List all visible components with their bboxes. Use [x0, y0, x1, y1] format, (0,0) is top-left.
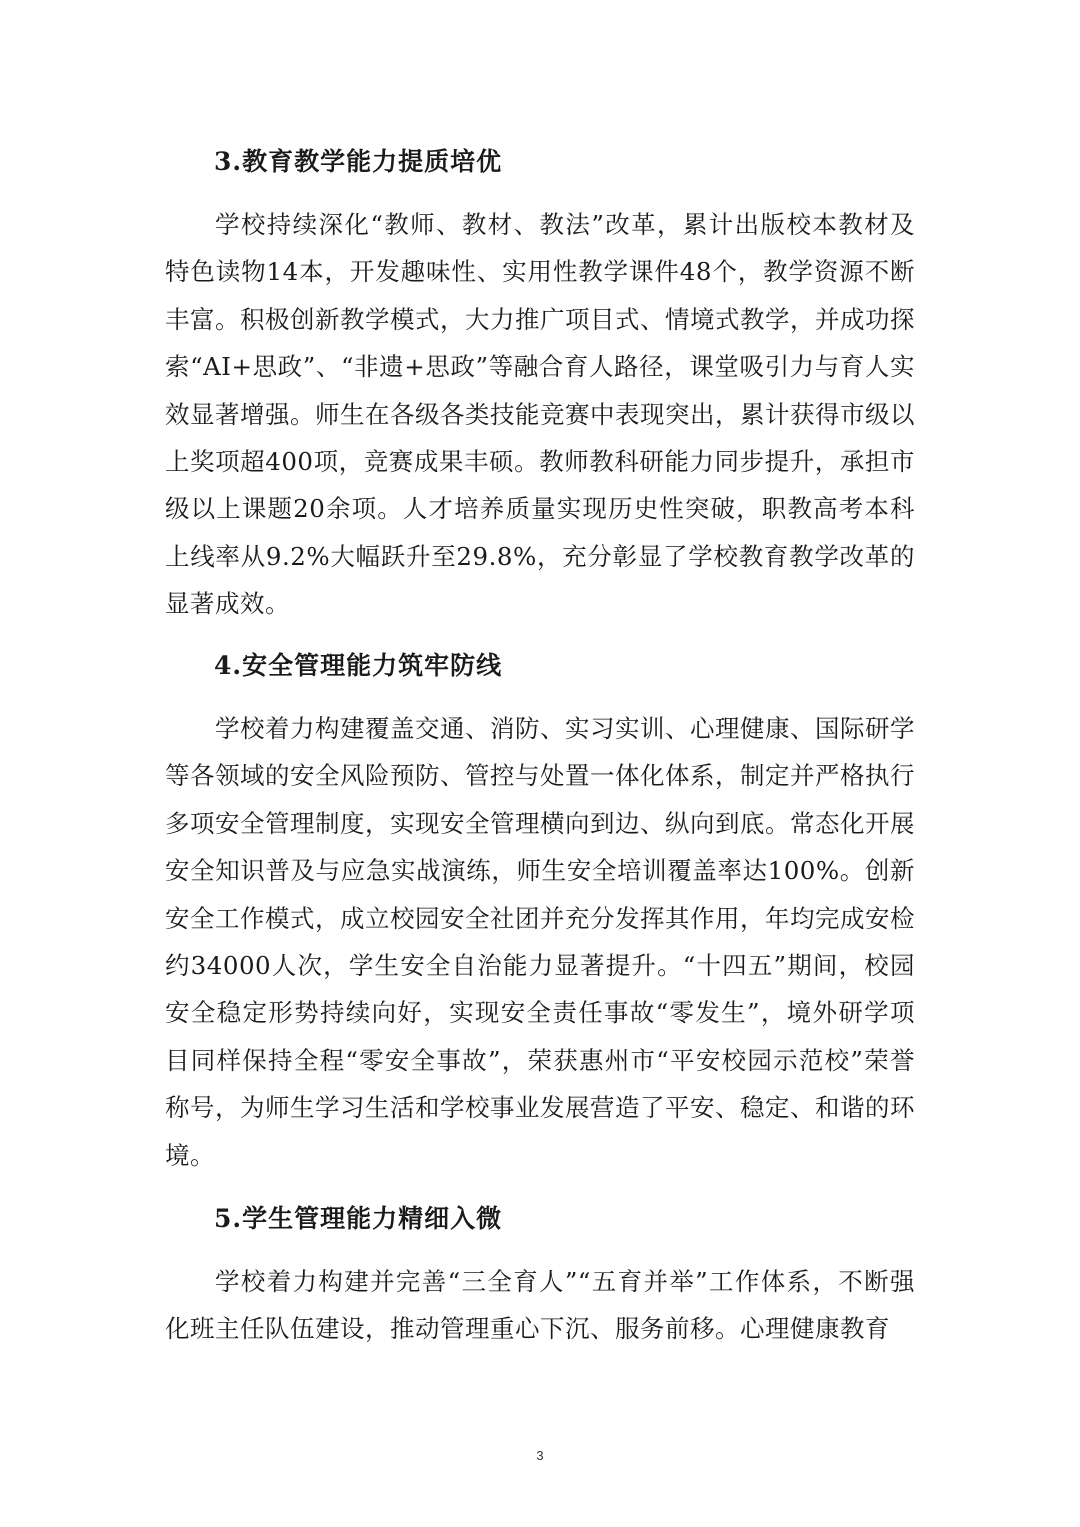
- section-3-heading: 3.教育教学能力提质培优: [214, 147, 503, 176]
- section-3-paragraph: 学校持续深化“教师、教材、教法”改革，累计出版校本教材及特色读物14本，开发趣味性、实用性教学课件48个，教学资源不断丰富。积极创新教学模式，大力推广项目式、情境式教学，并成功探索“AI+思政”、“非遗+思政”等融合育人路径，课堂吸引力与育人实效显著增强。师生在各级各类技能竞赛中表现突出，累计获得市级以上奖项超400项，竞赛成果丰硕。教师教科研能力同步提升，承担市级以上课题20余项。人才培养质量实现历史性突破，职教高考本科上线率从9.2%大幅跃升至29.8%，充分彰显了学校教育教学改革的显著成效。: [165, 210, 915, 619]
- section-5-paragraph: 学校着力构建并完善“三全育人”“五育并举”工作体系，不断强化班主任队伍建设，推动管理重心下沉、服务前移。心理健康教育: [165, 1267, 915, 1344]
- section-5-heading: 5.学生管理能力精细入微: [214, 1204, 503, 1233]
- page-number: 3: [536, 1448, 544, 1463]
- section-4-paragraph: 学校着力构建覆盖交通、消防、实习实训、心理健康、国际研学等各领域的安全风险预防、管控与处置一体化体系，制定并严格执行多项安全管理制度，实现安全管理横向到边、纵向到底。常态化开展安全知识普及与应急实战演练，师生安全培训覆盖率达100%。创新安全工作模式，成立校园安全社团并充分发挥其作用，年均完成安检约34000人次，学生安全自治能力显著提升。“十四五”期间，校园安全稳定形势持续向好，实现安全责任事故“零发生”，境外研学项目同样保持全程“零安全事故”，荣获惠州市“平安校园示范校”荣誉称号，为师生学习生活和学校事业发展营造了平安、稳定、和谐的环境。: [165, 714, 915, 1170]
- section-4-heading: 4.安全管理能力筑牢防线: [214, 651, 503, 680]
